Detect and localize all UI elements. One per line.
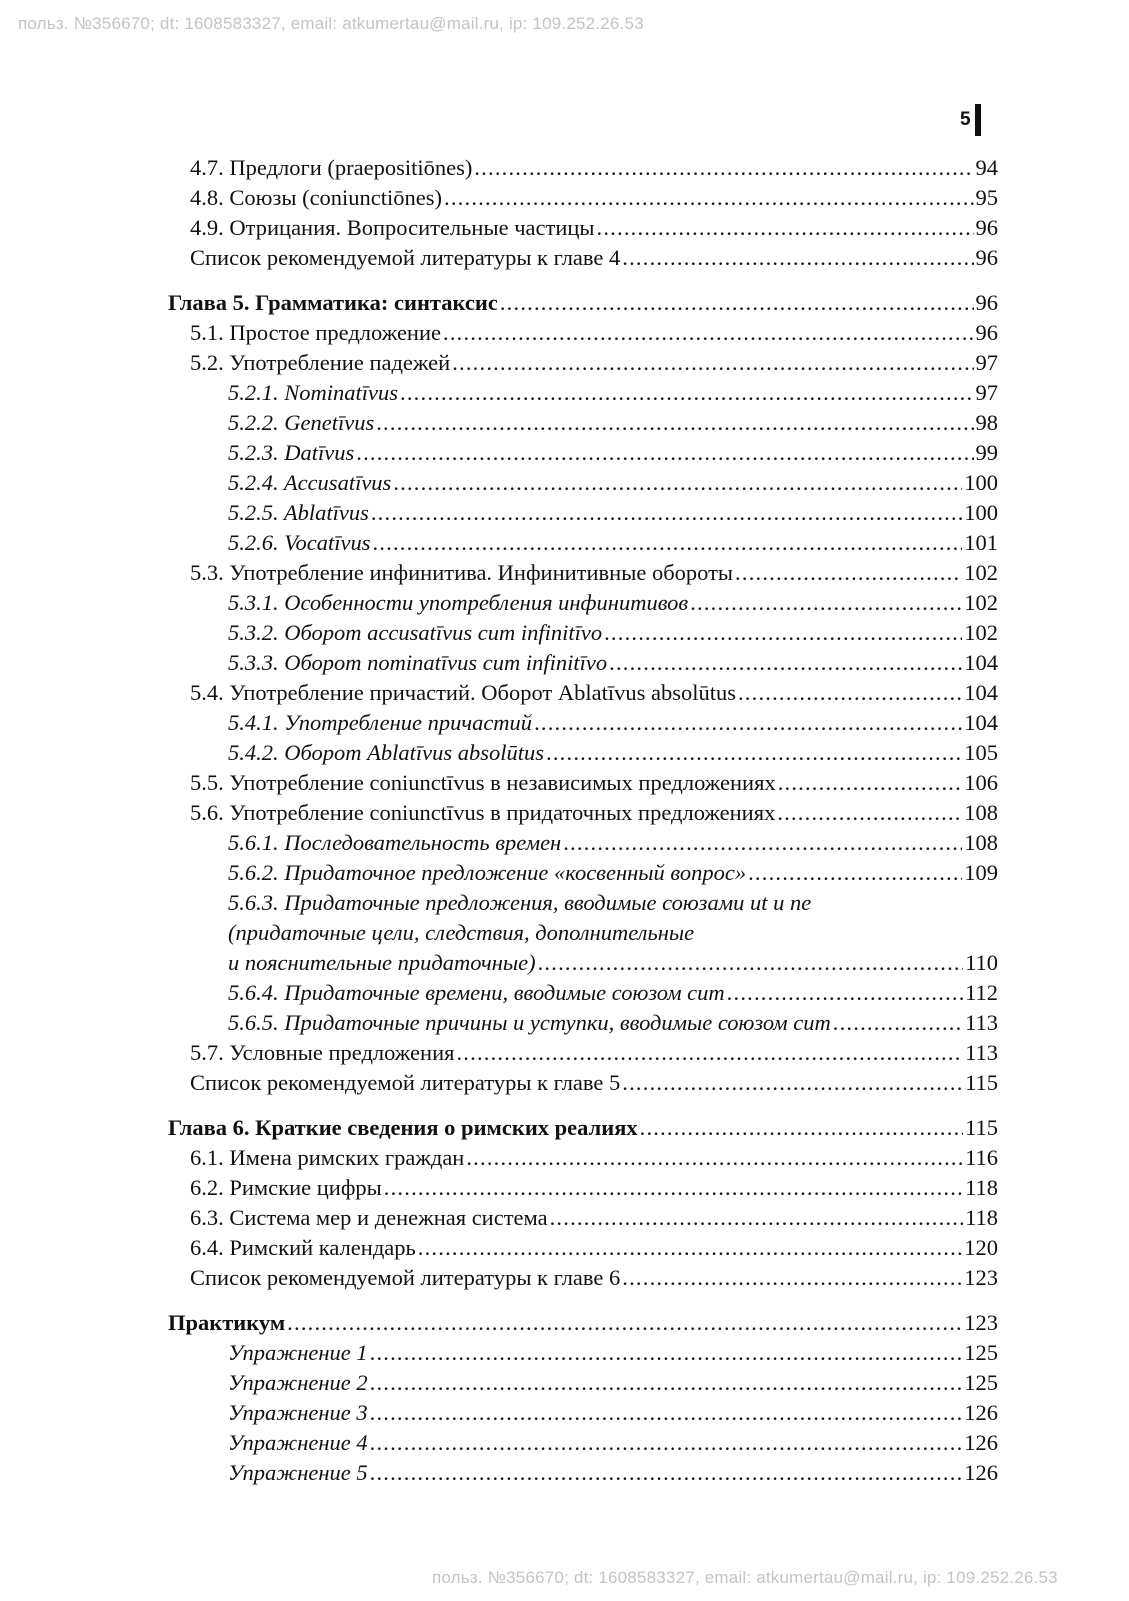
toc-entry-page: 123: [964, 1310, 998, 1335]
toc-entry[interactable]: [168, 378, 998, 408]
toc-entry-page: 99: [975, 440, 998, 465]
toc-entry[interactable]: [168, 1233, 998, 1263]
toc-leader-dots: [622, 1068, 963, 1098]
toc-entry-page: 97: [975, 380, 998, 405]
toc-leader-dots: [370, 1398, 963, 1428]
toc-leader-dots: [456, 1038, 963, 1068]
toc-entry-title: 5.2.1. Nominatīvus: [228, 380, 399, 405]
toc-entry-page: 102: [964, 590, 998, 615]
toc-entry[interactable]: [168, 1038, 998, 1068]
table-of-contents: [168, 153, 998, 1488]
toc-leader-dots: [287, 1308, 962, 1338]
toc-entry-page: 104: [964, 650, 998, 675]
toc-entry[interactable]: [168, 468, 998, 498]
toc-entry-title: 5.6. Употребление coniunctīvus в придаточных предложениях: [190, 800, 776, 825]
toc-entry[interactable]: [168, 213, 998, 243]
toc-leader-dots: [372, 528, 962, 558]
toc-leader-dots: [474, 153, 973, 183]
toc-entry-title: 5.6.5. Придаточные причины и уступки, вводимые союзом cum: [228, 1010, 831, 1035]
toc-leader-dots: [370, 1428, 963, 1458]
toc-entry-page: 126: [964, 1430, 998, 1455]
toc-entry-title: 5.2.6. Vocatīvus: [228, 530, 371, 555]
toc-entry-page: 118: [965, 1175, 998, 1200]
toc-entry-page: 102: [964, 620, 998, 645]
toc-leader-dots: [371, 498, 962, 528]
toc-entry[interactable]: [168, 618, 998, 648]
toc-entry-page: 96: [975, 245, 998, 270]
toc-entry-page: 110: [965, 950, 998, 975]
toc-entry-title: 5.6.4. Придаточные времени, вводимые союзом cum: [228, 980, 725, 1005]
toc-leader-dots: [622, 243, 973, 273]
toc-entry-page: 96: [975, 215, 998, 240]
toc-leader-dots: [384, 1173, 963, 1203]
toc-leader-dots: [500, 288, 974, 318]
toc-entry[interactable]: [168, 678, 998, 708]
toc-entry[interactable]: [168, 1428, 998, 1458]
toc-entry-title: 5.1. Простое предложение: [190, 320, 441, 345]
toc-leader-dots: [609, 648, 962, 678]
toc-leader-dots: [597, 213, 974, 243]
toc-entry[interactable]: [168, 1398, 998, 1428]
toc-entry[interactable]: [168, 768, 998, 798]
toc-leader-dots: [466, 1143, 963, 1173]
toc-entry-page: 109: [964, 860, 998, 885]
toc-entry-title: Список рекомендуемой литературы к главе 4: [190, 245, 621, 270]
page-number-block: [960, 104, 981, 136]
toc-entry-page: 100: [964, 470, 998, 495]
toc-entry[interactable]: [168, 1008, 998, 1038]
toc-entry-page: 115: [965, 1070, 998, 1095]
toc-leader-dots: [622, 1263, 962, 1293]
watermark-bottom: польз. №356670; dt: 1608583327, email: atkumertau@mail.ru, ip: 109.252.26.53: [432, 1568, 1058, 1587]
toc-leader-dots: [370, 1368, 963, 1398]
toc-entry-page: 125: [964, 1340, 998, 1365]
toc-entry-page: 95: [975, 185, 998, 210]
toc-entry-title: 5.4.2. Оборот Ablatīvus absolūtus: [228, 740, 545, 765]
toc-entry-continuation: (придаточные цели, следствия, дополнительные: [228, 920, 695, 945]
toc-entry[interactable]: [168, 438, 998, 468]
toc-entry-title: 5.2.4. Accusatīvus: [228, 470, 392, 495]
toc-leader-dots: [444, 183, 973, 213]
toc-entry-title: 5.2. Употребление падежей: [190, 350, 451, 375]
toc-entry[interactable]: [168, 183, 998, 213]
toc-entry-title: Упражнение 1: [228, 1340, 368, 1365]
toc-leader-dots: [563, 828, 962, 858]
toc-entry-title: Упражнение 3: [228, 1400, 368, 1425]
toc-entry-title: 6.2. Римские цифры: [190, 1175, 382, 1200]
toc-entry[interactable]: [168, 1458, 998, 1488]
toc-entry-title: 4.9. Отрицания. Вопросительные частицы: [190, 215, 595, 240]
toc-entry-title: 5.7. Условные предложения: [190, 1040, 455, 1065]
toc-leader-dots: [393, 468, 962, 498]
toc-leader-dots: [370, 1458, 963, 1488]
toc-leader-dots: [748, 858, 962, 888]
toc-entry-title: 6.4. Римский календарь: [190, 1235, 416, 1260]
toc-entry-page: 126: [964, 1460, 998, 1485]
toc-entry[interactable]: [168, 738, 998, 768]
toc-leader-dots: [538, 948, 963, 978]
toc-entry-page: 112: [965, 980, 998, 1005]
toc-entry[interactable]: [168, 153, 998, 183]
page-number: 5: [960, 109, 971, 130]
toc-leader-dots: [833, 1008, 963, 1038]
toc-entry[interactable]: [168, 1173, 998, 1203]
toc-entry[interactable]: [168, 318, 998, 348]
toc-leader-dots: [546, 738, 962, 768]
toc-chapter[interactable]: [168, 288, 998, 318]
toc-entry-page: 98: [975, 410, 998, 435]
toc-entry[interactable]: [168, 708, 998, 738]
toc-entry-title: 5.6.1. Последовательность времен: [228, 830, 562, 855]
toc-entry-page: 105: [964, 740, 998, 765]
toc-entry-page: 115: [965, 1115, 998, 1140]
toc-entry-title: 4.8. Союзы (coniunctiōnes): [190, 185, 443, 210]
toc-chapter[interactable]: [168, 1308, 998, 1338]
toc-entry[interactable]: [168, 798, 998, 828]
toc-leader-dots: [418, 1233, 962, 1263]
toc-entry[interactable]: [168, 828, 998, 858]
toc-leader-dots: [738, 678, 962, 708]
toc-leader-dots: [690, 588, 962, 618]
toc-leader-dots: [376, 408, 973, 438]
toc-entry-page: 126: [964, 1400, 998, 1425]
toc-entry[interactable]: [168, 408, 998, 438]
toc-leader-dots: [356, 438, 973, 468]
toc-entry[interactable]: [168, 978, 998, 1008]
toc-entry[interactable]: [168, 1203, 998, 1233]
toc-entry-page: 101: [964, 530, 998, 555]
toc-leader-dots: [452, 348, 973, 378]
toc-entry-title: 5.4. Употребление причастий. Оборот Ablatīvus absolūtus: [190, 680, 736, 705]
toc-entry-title: 5.2.2. Genetīvus: [228, 410, 375, 435]
toc-entry[interactable]: [168, 1338, 998, 1368]
toc-entry-page: 97: [975, 350, 998, 375]
toc-entry-page: 94: [975, 155, 998, 180]
toc-entry-title: 5.5. Употребление coniunctīvus в независимых предложениях: [190, 770, 776, 795]
toc-leader-dots: [735, 558, 962, 588]
toc-entry[interactable]: [168, 243, 998, 273]
toc-entry-title: 4.7. Предлоги (praepositiōnes): [190, 155, 473, 180]
toc-entry-title: 5.6.2. Придаточное предложение «косвенный вопрос»: [228, 860, 747, 885]
toc-entry-page: 108: [964, 830, 998, 855]
toc-entry[interactable]: [168, 948, 998, 978]
toc-entry[interactable]: [168, 1368, 998, 1398]
toc-leader-dots: [534, 708, 962, 738]
toc-entry-page: 116: [965, 1145, 998, 1170]
toc-entry[interactable]: [168, 558, 998, 588]
toc-entry-title: Глава 5. Грамматика: синтаксис: [168, 290, 498, 315]
toc-entry[interactable]: [168, 1068, 998, 1098]
page-number-bar: [975, 104, 981, 136]
toc-entry-page: 102: [964, 560, 998, 585]
toc-entry-page: 104: [964, 680, 998, 705]
toc-entry-title: 5.3.2. Оборот accusatīvus cum infinitīvo: [228, 620, 603, 645]
toc-entry-page: 96: [975, 320, 998, 345]
toc-entry-page: 125: [964, 1370, 998, 1395]
toc-entry[interactable]: [168, 1143, 998, 1173]
toc-entry-title: 5.3.3. Оборот nominatīvus cum infinitīvo: [228, 650, 608, 675]
toc-entry[interactable]: [168, 348, 998, 378]
toc-leader-dots: [640, 1113, 963, 1143]
toc-entry-page: 113: [965, 1010, 998, 1035]
toc-entry-title: Список рекомендуемой литературы к главе 6: [190, 1265, 621, 1290]
toc-entry-title: 5.4.1. Употребление причастий: [228, 710, 533, 735]
toc-leader-dots: [778, 768, 963, 798]
toc-entry[interactable]: [168, 498, 998, 528]
toc-entry-title: 6.1. Имена римских граждан: [190, 1145, 465, 1170]
toc-entry-title: 6.3. Система мер и денежная система: [190, 1205, 548, 1230]
toc-entry-page: 96: [975, 290, 998, 315]
toc-entry-title: Практикум: [168, 1310, 286, 1335]
toc-entry-title: Упражнение 4: [228, 1430, 368, 1455]
toc-entry[interactable]: [168, 528, 998, 558]
toc-entry-page: 113: [965, 1040, 998, 1065]
toc-leader-dots: [604, 618, 962, 648]
toc-entry-page: 100: [964, 500, 998, 525]
toc-entry[interactable]: [168, 1263, 998, 1293]
toc-entry-page: 123: [964, 1265, 998, 1290]
toc-entry-title: 5.3. Употребление инфинитива. Инфинитивные обороты: [190, 560, 734, 585]
toc-entry-page: 118: [965, 1205, 998, 1230]
toc-entry-continuation: 5.6.3. Придаточные предложения, вводимые союзами ut и ne: [228, 890, 812, 915]
toc-leader-dots: [370, 1338, 963, 1368]
toc-entry-page: 106: [964, 770, 998, 795]
toc-entry-title: и пояснительные придаточные): [228, 950, 536, 975]
toc-entry-title: Упражнение 2: [228, 1370, 368, 1395]
watermark-top: польз. №356670; dt: 1608583327, email: atkumertau@mail.ru, ip: 109.252.26.53: [18, 14, 644, 33]
toc-leader-dots: [443, 318, 974, 348]
toc-entry-title: 5.2.5. Ablatīvus: [228, 500, 369, 525]
toc-entry[interactable]: [168, 858, 998, 888]
toc-entry-title: Список рекомендуемой литературы к главе 5: [190, 1070, 621, 1095]
toc-entry-title: 5.3.1. Особенности употребления инфинитивов: [228, 590, 689, 615]
toc-entry-page: 104: [964, 710, 998, 735]
toc-entry[interactable]: [168, 588, 998, 618]
toc-leader-dots: [400, 378, 973, 408]
toc-entry[interactable]: [168, 648, 998, 678]
toc-entry-title: 5.2.3. Datīvus: [228, 440, 355, 465]
toc-entry-page: 108: [964, 800, 998, 825]
toc-leader-dots: [550, 1203, 963, 1233]
toc-chapter[interactable]: [168, 1113, 998, 1143]
toc-entry-title: Упражнение 5: [228, 1460, 368, 1485]
toc-entry-page: 120: [964, 1235, 998, 1260]
toc-entry-title: Глава 6. Краткие сведения о римских реалиях: [168, 1115, 638, 1140]
toc-leader-dots: [727, 978, 963, 1008]
toc-leader-dots: [777, 798, 962, 828]
